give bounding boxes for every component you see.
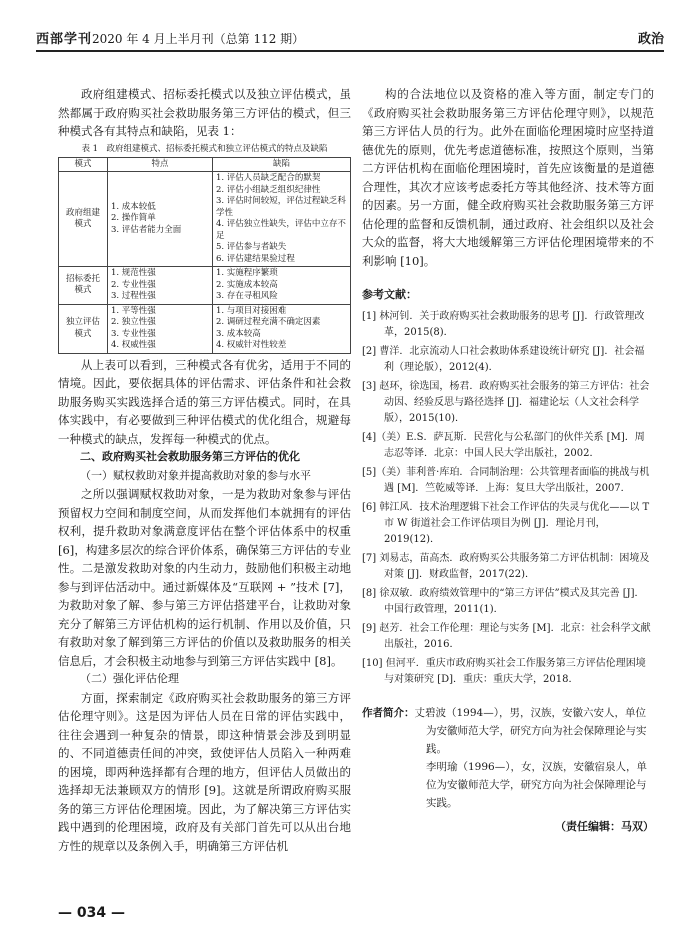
reference-item: [9] 赵芳．社会工作伦理：理论与实务 [M]．北京：社会科学文献出版社，2016． bbox=[362, 622, 651, 650]
mode-cell: 招标委托模式 bbox=[59, 267, 108, 305]
author-info bbox=[362, 704, 654, 812]
mode-cell: 政府组建模式 bbox=[59, 172, 108, 267]
reference-item: [5]（美）菲利普·库珀．合同制治理：公共管理者面临的挑战与机遇 [M]．竺乾威等译．上海：复旦大学出版社，2007． bbox=[362, 466, 650, 494]
journal-name: 西部学刊 bbox=[36, 32, 93, 47]
reference-item: [4]（美）E.S．萨瓦斯．民营化与公私部门的伙伴关系 [M]．周志忍等译．北京：中国人民大学出版社，2002． bbox=[362, 431, 645, 459]
author-label: 作者简介： bbox=[362, 706, 415, 719]
features-cell: 1. 平等性强 2. 独立性强 3. 专业性强 4. 权威性强 bbox=[108, 304, 213, 353]
reference-item: [3] 赵环，徐选国，杨君．政府购买社会服务的第三方评估：社会动因、经验反思与路径选择 [J]．福建论坛（人文社会科学版），2015(10)． bbox=[362, 380, 650, 424]
right-column bbox=[362, 85, 654, 836]
page-header bbox=[36, 28, 664, 52]
defects-cell: 1. 实施程序繁琐 2. 实施成本较高 3. 存在寻租风险 bbox=[213, 267, 351, 305]
paragraph: 之所以强调赋权救助对象，一是为救助对象参与评估预留权力空间和制度空间，从而发挥他们本就拥有的评估权利，提升救助对象满意度评估在整个评估体系中的权重 [6]，构建多层次的综合评价体系，确保第三方评估的专业性。二是激发救助对象的内生动力，鼓励他们积极主动地参与到评估活动中。通过新媒体及“互联网 + ”技术 [7]，为救助对象了解、参与第三方评估搭建平台，让救助对象充分了解第三方评估机构的运行机制、作用以及价值，只有救助对象了解到第三方评估的价值以及救助服务的相关信息后，才会积极主动地参与到第三方评估实践中 [8]。 bbox=[58, 487, 351, 668]
subsection-heading: （二）强化评估伦理 bbox=[80, 672, 179, 685]
author-entry bbox=[362, 704, 654, 758]
features-cell: 1. 成本较低 2. 操作简单 3. 评估者能力全面 bbox=[108, 172, 213, 267]
journal-info bbox=[36, 28, 304, 47]
reference-item: [6] 韩江风．技术治理逻辑下社会工作评估的失灵与优化——以 T 市 W 街道社会工作评估项目为例 [J]．理论月刊，2019(12)． bbox=[362, 501, 650, 545]
defects-cell: 1. 与项目对接困难 2. 调研过程充满不确定因素 3. 成本较高 4. 权威针对性较差 bbox=[213, 304, 351, 353]
table-row bbox=[59, 172, 351, 267]
references-title: 参考文献： bbox=[362, 288, 417, 301]
reference-item: [10] 但河平．重庆市政府购买社会工作服务第三方评估伦理困境与对策研究 [D]．重庆：重庆大学，2018． bbox=[362, 657, 646, 685]
table-caption: 表 1 政府组建模式、招标委托模式和独立评估模式的特点及缺陷 bbox=[81, 143, 328, 154]
left-column bbox=[58, 85, 351, 855]
subsection-heading: （一）赋权救助对象并提高救助对象的参与水平 bbox=[80, 468, 311, 482]
reference-item: [7] 刘易志，苗高杰．政府购买公共服务第二方评估机制：困境及对策 [J]．财政监督，2017(22)． bbox=[362, 552, 650, 580]
paragraph: 方面，探索制定《政府购买社会救助服务的第三方评估伦理守则》。这是因为评估人员在日常的评估实践中，往往会遇到一种复杂的情景，即这种情景会涉及到明显的、不同道德责任间的冲突，致使评估人员陷入一种两难的困境，即两种选择都有合理的地方，但评估人员做出的选择却无法兼顾双方的情形 [9]。这就是所谓政府购买服务的第三方评估伦理困境。因此，为了解决第三方评估实践中遇到的伦理困境，政府及有关部门首先可以从出台地方性的规章以及条例入手，明确第三方评估机 bbox=[58, 690, 351, 853]
table-header-cell: 缺陷 bbox=[213, 157, 351, 172]
comparison-table bbox=[58, 157, 351, 354]
references-list bbox=[362, 309, 654, 688]
responsible-editor: （责任编辑：马双） bbox=[555, 819, 654, 833]
reference-item: [8] 徐双敏．政府绩效管理中的“第三方评估”模式及其完善 [J]．中国行政管理，2011(1)． bbox=[362, 587, 645, 615]
author-text: 李明瑜（1996—），女，汉族，安徽宿泉人，单位为安徽师范大学，研究方向为社会保障理论与实践。 bbox=[426, 760, 647, 809]
features-cell: 1. 规范性强 2. 专业性强 3. 过程性强 bbox=[108, 267, 213, 305]
table-header-cell: 模式 bbox=[59, 157, 108, 172]
reference-item: [2] 曹洋．北京流动人口社会救助体系建设统计研究 [J]．社会福利（理论版），2012(4)． bbox=[362, 345, 645, 373]
defects-cell: 1. 评估人员缺乏配合的默契 2. 评估小组缺乏组织纪律性 3. 评估时间较短，评估过程缺乏科学性 4. 评估独立性缺失，评估中立存不足 5. 评估参与者缺失 6. 评估建结果验过程 bbox=[213, 172, 351, 267]
section-heading: 二、政府购买社会救助服务第三方评估的优化 bbox=[80, 450, 300, 463]
issue-info: 2020 年 4 月上半月刊（总第 112 期） bbox=[92, 32, 305, 46]
table-row bbox=[59, 267, 351, 305]
author-text: 丈碧波（1994—），男，汉族，安徽六安人，单位为安徽师范大学，研究方向为社会保障理论与实践。 bbox=[414, 706, 647, 755]
table-row bbox=[59, 304, 351, 353]
author-entry bbox=[362, 758, 654, 812]
section-tag: 政治 bbox=[637, 32, 664, 47]
page-number: — 034 — bbox=[58, 905, 125, 921]
table-header-cell: 特点 bbox=[108, 157, 213, 172]
paragraph: 构的合法地位以及资格的准入等方面，制定专门的《政府购买社会救助服务第三方评估伦理守则》，以规范第三方评估人员的行为。此外在面临伦理困境时应坚持道德优先的原则，优先考虑道德标准，按照这个原则，当第二方评估机构在面临伦理困境时，首先应该衡量的是道德合理性，其次才应该考虑委托方等其他经济、技术等方面的因素。另一方面，健全政府购买社会救助服务第三方评估伦理的监督和反馈机制，通过政府、社会组织以及社会大众的监督，将大大地缓解第三方评估伦理困境带来的不利影响 [10]。 bbox=[362, 87, 654, 268]
reference-item: [1] 林河钊．关于政府购买社会救助服务的思考 [J]．行政管理改革，2015(8)． bbox=[362, 310, 645, 338]
table-body bbox=[59, 172, 351, 354]
paragraph: 从上表可以看到，三种模式各有优劣，适用于不同的情境。因此，要依据具体的评估需求、评估条件和社会救助服务购买实践选择合适的第三方评估模式。同时，在具体实践中，有必要做到三种评估模式的优化组合，规避每一种模式的缺点，发挥每一种模式的优点。 bbox=[58, 357, 351, 446]
mode-cell: 独立评估模式 bbox=[59, 304, 108, 353]
paragraph: 政府组建模式、招标委托模式以及独立评估模式，虽然都属于政府购买社会救助服务第三方评估的模式，但三种模式各有其特点和缺陷，见表 1： bbox=[58, 87, 351, 138]
table-header-row bbox=[59, 157, 351, 172]
